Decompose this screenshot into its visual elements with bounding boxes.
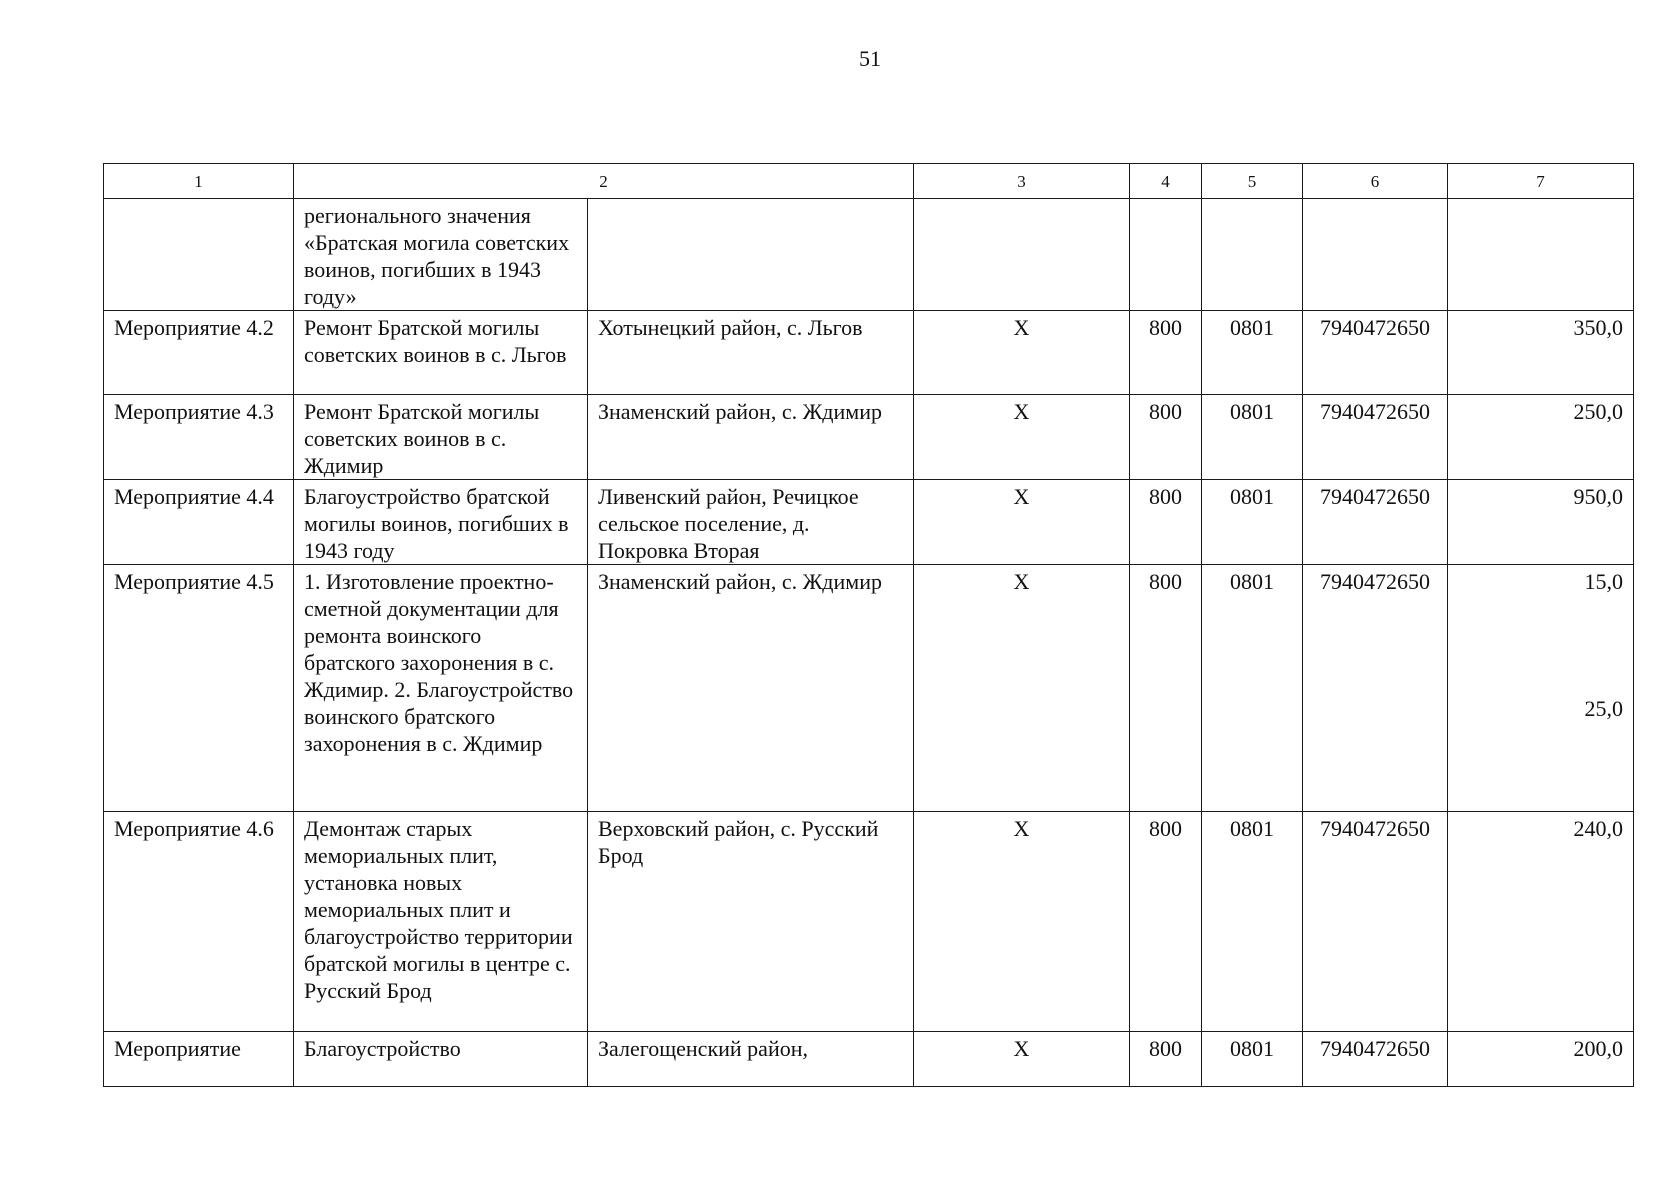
col7-cell: 350,0 xyxy=(1448,311,1634,395)
col5-cell: 0801 xyxy=(1202,480,1303,565)
col3-cell: Х xyxy=(914,480,1130,565)
header-cell: 2 xyxy=(294,164,914,199)
event-cell: Мероприятие 4.6 xyxy=(104,812,294,1032)
table-row xyxy=(104,812,1634,1032)
location-cell: Залегощенский район, xyxy=(588,1032,914,1087)
event-cell: Мероприятие 4.2 xyxy=(104,311,294,395)
location-cell: Знаменский район, с. Ждимир xyxy=(588,565,914,812)
col7-cell xyxy=(1448,565,1634,812)
table-row xyxy=(104,199,1634,311)
col4-cell: 800 xyxy=(1130,812,1202,1032)
event-cell xyxy=(104,199,294,311)
header-cell: 5 xyxy=(1202,164,1303,199)
col4-cell: 800 xyxy=(1130,395,1202,480)
location-cell xyxy=(588,199,914,311)
col4-cell: 800 xyxy=(1130,311,1202,395)
event-cell: Мероприятие xyxy=(104,1032,294,1087)
name-cell: Ремонт Братской могилы советских воинов в с. Ждимир xyxy=(294,395,588,480)
table-row xyxy=(104,480,1634,565)
name-cell: Демонтаж старых мемориальных плит, установка новых мемориальных плит и благоустройство территории братской могилы в центре с. Русский Брод xyxy=(294,812,588,1032)
page-number: 51 xyxy=(859,46,881,71)
location-cell: Верховский район, с. Русский Брод xyxy=(588,812,914,1032)
col7-cell: 200,0 xyxy=(1448,1032,1634,1087)
col3-cell: Х xyxy=(914,395,1130,480)
col5-cell: 0801 xyxy=(1202,311,1303,395)
table-row xyxy=(104,565,1634,812)
location-cell: Знаменский район, с. Ждимир xyxy=(588,395,914,480)
header-cell: 7 xyxy=(1448,164,1634,199)
table-row xyxy=(104,1032,1634,1087)
name-cell: регионального значения «Братская могила советских воинов, погибших в 1943 году» xyxy=(294,199,588,311)
event-cell: Мероприятие 4.5 xyxy=(104,565,294,812)
name-cell: 1. Изготовление проектно-сметной документации для ремонта воинского братского захоронения в с. Ждимир. 2. Благоустройство воинского братского захоронения в с. Ждимир xyxy=(294,565,588,812)
col4-cell: 800 xyxy=(1130,1032,1202,1087)
col3-cell: Х xyxy=(914,311,1130,395)
amount-value-2: 25,0 xyxy=(1584,696,1623,721)
col3-cell: Х xyxy=(914,565,1130,812)
col3-cell: Х xyxy=(914,1032,1130,1087)
col4-cell xyxy=(1130,199,1202,311)
col6-cell: 7940472650 xyxy=(1303,311,1448,395)
col6-cell: 7940472650 xyxy=(1303,1032,1448,1087)
event-cell: Мероприятие 4.4 xyxy=(104,480,294,565)
col5-cell: 0801 xyxy=(1202,565,1303,812)
col5-cell: 0801 xyxy=(1202,1032,1303,1087)
col7-cell: 250,0 xyxy=(1448,395,1634,480)
table-row xyxy=(104,311,1634,395)
col5-cell xyxy=(1202,199,1303,311)
col6-cell: 7940472650 xyxy=(1303,565,1448,812)
name-cell: Ремонт Братской могилы советских воинов в с. Льгов xyxy=(294,311,588,395)
name-cell: Благоустройство xyxy=(294,1032,588,1087)
col6-cell: 7940472650 xyxy=(1303,480,1448,565)
events-table xyxy=(103,163,1634,1087)
header-cell: 1 xyxy=(104,164,294,199)
col6-cell: 7940472650 xyxy=(1303,812,1448,1032)
col4-cell: 800 xyxy=(1130,565,1202,812)
header-cell: 3 xyxy=(914,164,1130,199)
event-cell: Мероприятие 4.3 xyxy=(104,395,294,480)
col7-cell: 950,0 xyxy=(1448,480,1634,565)
table-header-row xyxy=(104,164,1634,199)
col7-cell xyxy=(1448,199,1634,311)
name-cell: Благоустройство братской могилы воинов, погибших в 1943 году xyxy=(294,480,588,565)
col6-cell xyxy=(1303,199,1448,311)
amount-value: 15,0 xyxy=(1584,569,1623,594)
col3-cell xyxy=(914,199,1130,311)
table-row xyxy=(104,395,1634,480)
col5-cell: 0801 xyxy=(1202,395,1303,480)
header-cell: 4 xyxy=(1130,164,1202,199)
col7-cell: 240,0 xyxy=(1448,812,1634,1032)
header-cell: 6 xyxy=(1303,164,1448,199)
location-cell: Ливенский район, Речицкое сельское поселение, д. Покровка Вторая xyxy=(588,480,914,565)
col4-cell: 800 xyxy=(1130,480,1202,565)
col6-cell: 7940472650 xyxy=(1303,395,1448,480)
col5-cell: 0801 xyxy=(1202,812,1303,1032)
col3-cell: Х xyxy=(914,812,1130,1032)
location-cell: Хотынецкий район, с. Льгов xyxy=(588,311,914,395)
